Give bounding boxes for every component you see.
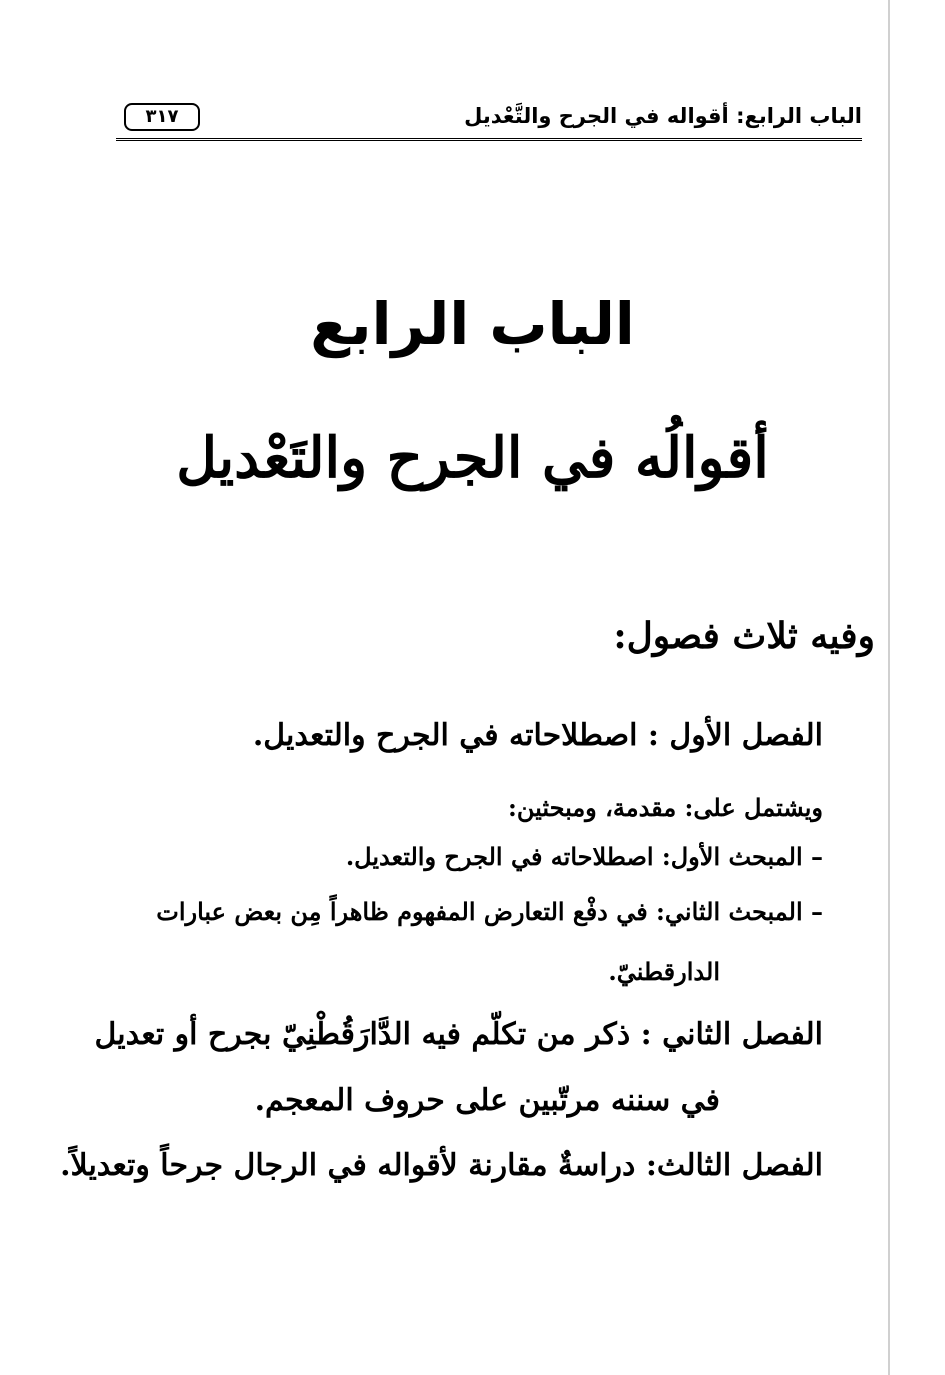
chapter-1-includes: ويشتمل على: مقدمة، ومبحثين:: [507, 793, 823, 822]
section-2-item-continuation: الدارقطنيّ.: [608, 957, 720, 986]
chapter-3-title: الفصل الثالث: دراسةٌ مقارنة لأقواله في الرجال جرحاً وتعديلاً.: [60, 1148, 823, 1183]
page-header: [116, 96, 862, 140]
section-1-item: – المبحث الأول: اصطلاحاته في الجرح والتعديل.: [345, 842, 823, 871]
scan-edge-line: [888, 0, 890, 1375]
page-number: ٣١٧: [124, 103, 200, 131]
header-rule: [116, 138, 862, 141]
part-title: الباب الرابع: [310, 290, 635, 358]
chapter-2-title-continuation: في سننه مرتّبين على حروف المعجم.: [254, 1083, 720, 1118]
intro-heading: وفيه ثلاث فصول:: [613, 615, 875, 657]
chapter-1-title: الفصل الأول : اصطلاحاته في الجرح والتعديل.: [252, 718, 823, 753]
part-subtitle: أقوالُه في الجرح والتَعْديل: [176, 425, 769, 491]
chapter-2-title: الفصل الثاني : ذكر من تكلّم فيه الدَّارَقُطْنِيّ بجرح أو تعديل: [94, 1017, 823, 1052]
running-title: الباب الرابع: أقواله في الجرح والتَّعْديل: [464, 104, 862, 128]
section-2-item: – المبحث الثاني: في دفْع التعارض المفهوم ظاهراً مِن بعض عبارات: [156, 897, 823, 926]
